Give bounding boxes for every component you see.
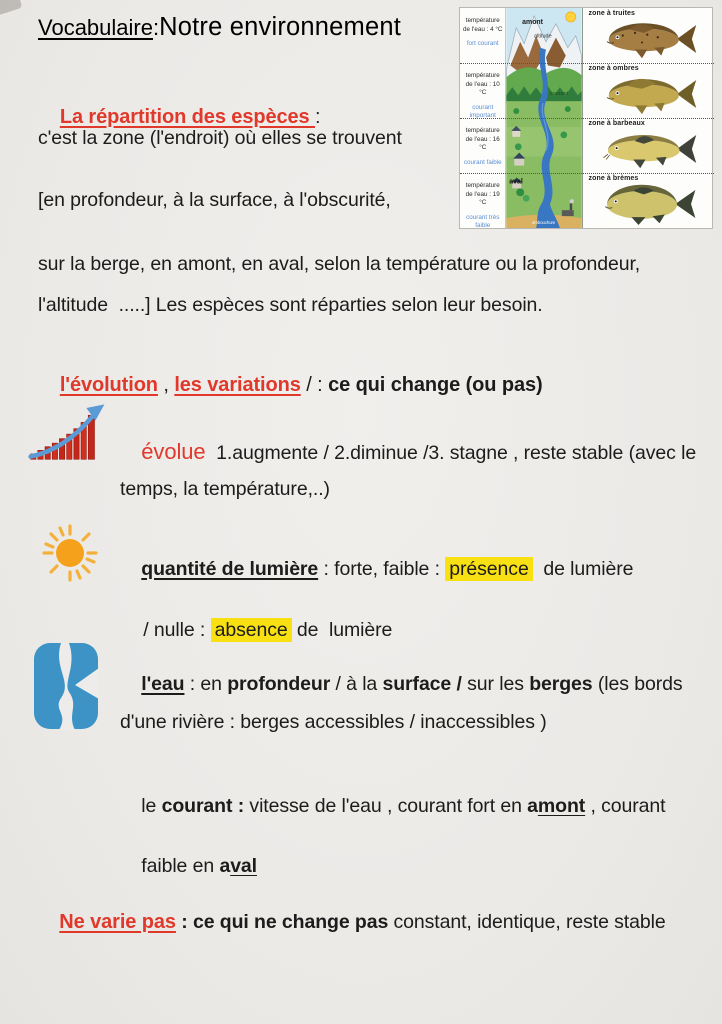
eau-seg: (les bords <box>592 673 683 696</box>
amont-a: a <box>527 795 538 818</box>
repartition-line-4: l'altitude .....] Les espèces sont réparties selon leur besoin. <box>38 294 543 316</box>
fish-zone-row <box>583 8 712 63</box>
amont-mont-underlined: mont <box>537 795 586 818</box>
barbel-fish-illustration <box>593 128 705 170</box>
current-text: fort courant <box>466 40 499 47</box>
ne-varie-pas-term: Ne varie pas <box>59 911 176 934</box>
fish-zone-row <box>583 63 712 118</box>
temperature-text: température de l'eau : 19 °C <box>465 182 500 206</box>
current-text: courant important <box>469 103 496 119</box>
zone-label: zone à brèmes <box>588 175 639 182</box>
scan-corner-artifact <box>0 0 22 16</box>
figure-row-divider <box>460 173 714 174</box>
ne-varie-pas-tail: constant, identique, reste stable <box>388 911 666 934</box>
eau-bold-surface: surface / <box>382 673 462 696</box>
fish-zone-row <box>583 118 712 173</box>
scene-label-aval: aval <box>509 178 524 186</box>
river-zonation-figure <box>459 7 713 229</box>
river-logo-icon <box>33 642 99 730</box>
separator: , <box>157 374 175 396</box>
lumiere-tail: de lumière <box>532 558 634 581</box>
courant-seg: , courant <box>585 795 666 818</box>
courant-bold: courant : <box>161 795 245 818</box>
current-text: courant très faible <box>466 213 500 229</box>
sun-in-scene <box>566 12 576 22</box>
aval-val-underlined: val <box>230 855 257 878</box>
separator: / : <box>300 374 329 396</box>
evolution-definition: ce qui change (ou pas) <box>328 374 543 396</box>
figure-row-divider <box>460 118 714 119</box>
scene-label-courant: courant <box>550 91 569 98</box>
temperature-cell <box>460 118 505 173</box>
ne-varie-pas-bold: ce qui ne change pas <box>192 911 389 934</box>
lumiere-tail-2: de lumière <box>291 619 393 642</box>
faible-seg: faible en <box>141 855 220 878</box>
temperature-text: température de l'eau : 4 °C <box>463 17 503 33</box>
repartition-line-1: c'est la zone (l'endroit) où elles se trouvent <box>38 127 402 149</box>
zone-label: zone à barbeaux <box>588 120 645 127</box>
bream-fish-illustration <box>593 183 705 225</box>
scene-label-altitude: altitude <box>534 33 553 40</box>
temperature-text: température de l'eau : 10 °C <box>465 72 500 96</box>
lumiere-lead-2: / nulle : <box>143 619 211 642</box>
sun-icon <box>38 520 102 586</box>
eau-bold-berges: berges <box>529 673 593 696</box>
courant-seg: vitesse de l'eau , courant fort en <box>244 795 528 818</box>
title-main: Notre environnement <box>159 13 402 41</box>
evolution-term-2: les variations <box>174 374 301 396</box>
current-text: courant faible <box>463 158 502 166</box>
scene-label-amont: amont <box>522 18 544 26</box>
title-separator: : <box>152 15 160 40</box>
courant-seg: le <box>141 795 162 818</box>
growth-chart-icon <box>27 402 117 468</box>
highlighted-presence: présence <box>445 557 532 581</box>
eau-line-2: d'une rivière : berges accessibles / inaccessibles ) <box>120 711 547 733</box>
figure-row-divider <box>460 63 714 64</box>
evolue-text: 1.augmente / 2.diminue /3. stagne , reste stable (avec le <box>205 442 697 465</box>
zone-label: zone à ombres <box>588 65 639 72</box>
repartition-line-3: sur la berge, en amont, en aval, selon la température ou la profondeur, <box>38 253 641 275</box>
page-title <box>38 13 401 42</box>
temperature-cell <box>460 8 505 63</box>
eau-seg: / à la <box>330 673 383 696</box>
lumiere-mid: : forte, faible : <box>318 558 446 581</box>
eau-bold-profondeur: profondeur <box>227 673 331 696</box>
repartition-line-2: [en profondeur, à la surface, à l'obscurité, <box>38 189 391 211</box>
grayling-fish-illustration <box>593 73 705 115</box>
fish-zone-row <box>583 173 712 228</box>
eau-term: l'eau <box>141 673 185 696</box>
lumiere-term: quantité de lumière <box>141 558 319 581</box>
eau-seg: : en <box>184 673 228 696</box>
title-label: Vocabulaire <box>38 15 153 40</box>
evolue-line-2: temps, la température,..) <box>120 478 330 500</box>
temperature-text: température de l'eau : 16 °C <box>465 127 500 151</box>
temperature-cell <box>460 63 505 118</box>
scene-label-embouchure: embouchure <box>532 220 556 226</box>
separator: : <box>175 911 193 934</box>
repartition-heading-term: La répartition des espèces <box>59 106 316 128</box>
ne-varie-pas-line <box>38 886 666 960</box>
heading-colon: : <box>315 106 321 128</box>
evolution-term-1: l'évolution <box>59 374 158 396</box>
temperature-cell <box>460 173 505 228</box>
evolue-verb: évolue <box>141 439 206 465</box>
eau-seg: sur les <box>461 673 530 696</box>
highlighted-absence: absence <box>211 618 292 642</box>
trout-fish-illustration <box>593 18 705 60</box>
aval-a: a <box>219 855 231 878</box>
zone-label: zone à truites <box>588 10 636 17</box>
